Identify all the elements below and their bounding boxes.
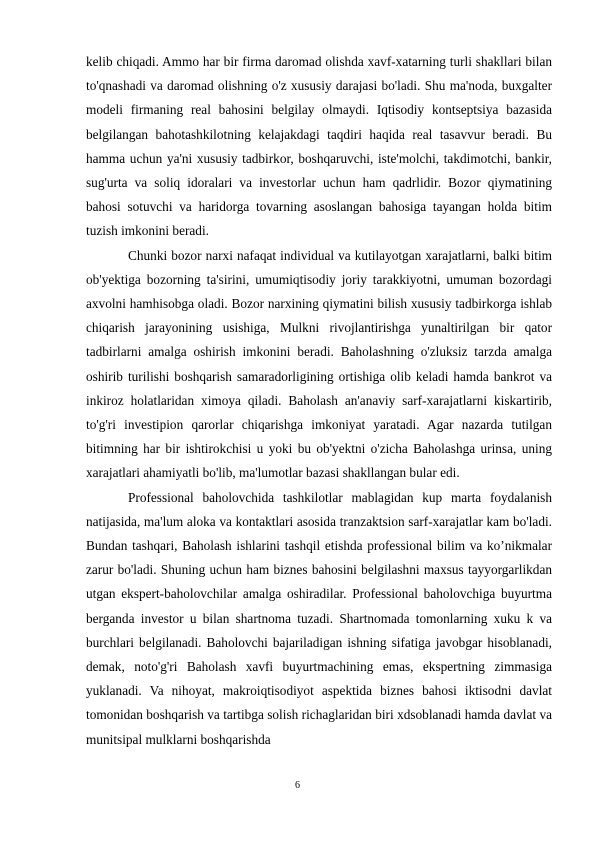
paragraph-professional-appraiser: Professional baholovchida tashkilotlar mablagidan kup marta foydalanish natijasida, ma'lum aloka va kontaktlari asosida tranzaktsion sarf-xarajatlar kam bo'ladi. Bundan tashqari, Baholash ishlarini tashqil etishda professional bilim va ko’nikmalar zarur bo'ladi. Shuning uchun ham biznes bahosini belgilashni maxsus tayyorgarlikdan utgan ekspert-baholovchilar amalga oshiradilar. Professional baholovchiga buyurtma berganda investor u bilan shartnoma tuzadi. Shartnomada tomonlarning xuku k va burchlari belgilanadi. Baholovchi bajariladigan ishning sifatiga javobgar hisoblanadi, demak, noto'g'ri Baholash xavfi buyurtmachining emas, ekspertning zimmasiga yuklanadi. Va nihoyat, makroiqtisodiyot aspektida biznes bahosi iktisodni davlat tomonidan boshqarish va tartibga solish richaglaridan biri xdsoblanadi hamda davlat va munitsipal mulklarni boshqarishda <box>86 489 552 747</box>
document-page <box>86 50 552 752</box>
paragraph-continuation: kelib chiqadi. Ammo har bir firma daromad olishda xavf-xatarning turli shakllari bilan to'qnashadi va daromad olishning o'z xususiy darajasi bo'ladi. Shu ma'noda, buxgalter modeli firmaning real bahosini belgilay olmaydi. Iqtisodiy kontseptsiya bazasida belgilangan bahotashkilotning kelajakdagi taqdiri haqida real tasavvur beradi. Bu hamma uchun ya'ni xususiy tadbirkor, boshqaruvchi, iste'molchi, takdimotchi, bankir, sug'urta va soliq idoralari va investorlar uchun ham qadrlidir. Bozor qiymatining bahosi sotuvchi va haridorga tovarning asoslangan bahosiga tayangan holda bitim tuzish imkonini beradi. <box>86 54 552 239</box>
paragraph-market-price: Chunki bozor narxi nafaqat individual va kutilayotgan xarajatlarni, balki bitim ob'yektiga bozorning ta'sirini, umumiqtisodiy joriy tarakkiyotni, umuman bozordagi axvolni hamhisobga oladi. Bozor narxining qiymatini bilish xususiy tadbirkorga ishlab chiqarish jarayonining usishiga, Mulkni rivojlantirishga yunaltirilgan bir qator tadbirlarni amalga oshirish imkonini beradi. Baholashning o'zluksiz tarzda amalga oshirib turilishi boshqarish samaradorligining ortishiga olib keladi hamda bankrot va inkiroz holatlaridan ximoya qiladi. Baholash an'anaviy sarf-xarajatlarni kiskartirib, to'g'ri investipion qarorlar chiqarishga imkoniyat yaratadi. Agar nazarda tutilgan bitimning har bir ishtirokchisi u yoki bu ob'yektni o'zicha Baholashga urinsa, uning xarajatlari ahamiyatli bo'lib, ma'lumotlar bazasi shakllangan bular edi. <box>86 247 552 481</box>
page-number: 6 <box>295 780 300 791</box>
